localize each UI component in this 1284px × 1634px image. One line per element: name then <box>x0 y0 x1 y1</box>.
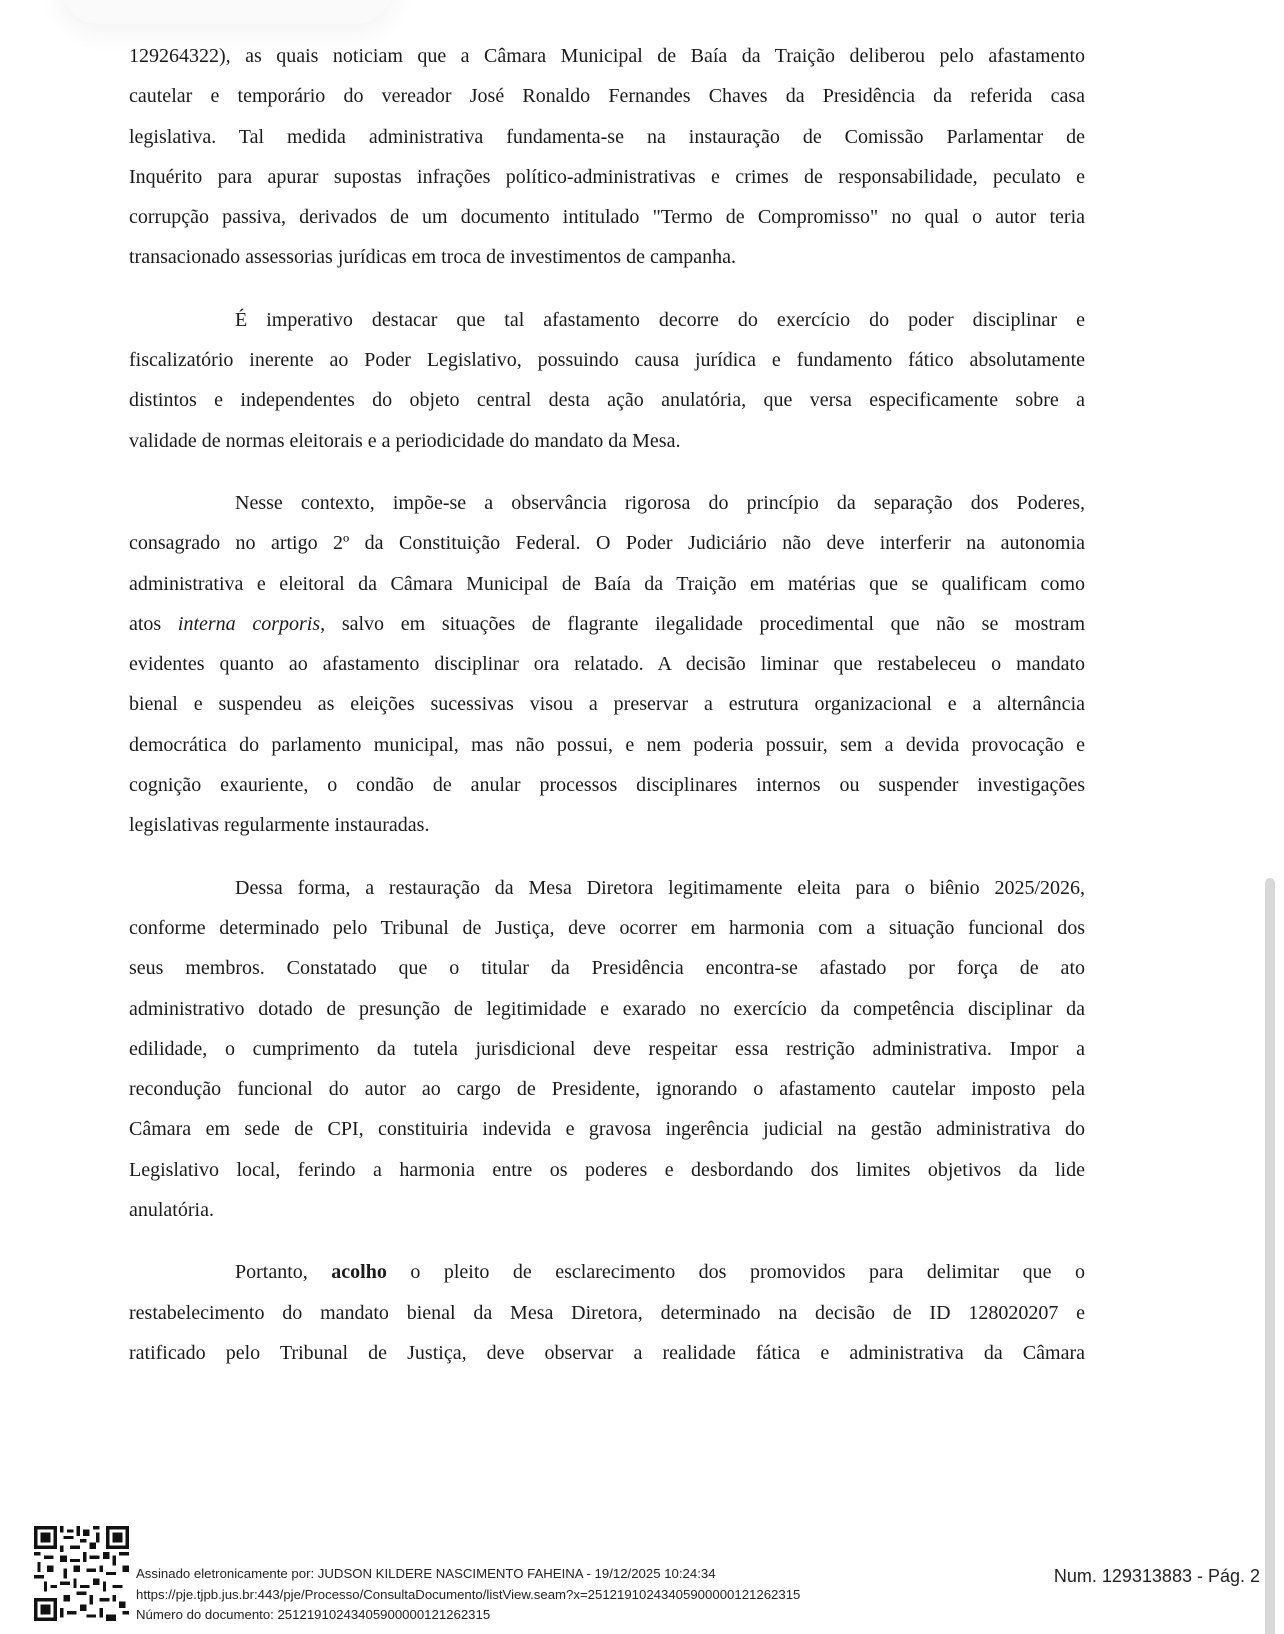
text-line: É imperativo destacar que tal afastamento decorre do exercício do poder disciplinar e <box>235 308 1085 331</box>
text-line: Nesse contexto, impõe-se a observância rigorosa do princípio da separação dos Poderes, <box>235 491 1085 514</box>
document-number: Número do documento: 25121910243405900000121262315 <box>136 1607 491 1622</box>
paragraph <box>129 36 1085 278</box>
text-line: recondução funcional do autor ao cargo de Presidente, ignorando o afastamento cautelar imposto pela <box>129 1078 1085 1101</box>
text-line: evidentes quanto ao afastamento disciplinar ora relatado. A decisão liminar que restabeleceu o mandato <box>129 653 1085 676</box>
text-line: fiscalizatório inerente ao Poder Legislativo, possuindo causa jurídica e fundamento fático absolutamente <box>129 349 1085 372</box>
scrollbar[interactable] <box>1265 878 1275 1634</box>
document-footer <box>34 1526 1264 1626</box>
signed-by-text: Assinado eletronicamente por: JUDSON KILDERE NASCIMENTO FAHEINA - 19/12/2025 10:24:34 <box>136 1566 716 1581</box>
signature-block <box>136 1564 800 1626</box>
text-line: transacionado assessorias jurídicas em troca de investimentos de campanha. <box>129 246 737 269</box>
text-line: Legislativo local, ferindo a harmonia entre os poderes e desbordando dos limites objetivos da lide <box>129 1158 1085 1181</box>
italic-term: interna corporis <box>177 612 321 635</box>
text-line: restabelecimento do mandato bienal da Mesa Diretora, determinado na decisão de ID 128020207 e <box>129 1301 1085 1324</box>
paragraph <box>129 1252 1085 1373</box>
text-line: distintos e independentes do objeto central desta ação anulatória, que versa especificamente sobre a <box>129 389 1085 412</box>
text-line: 129264322), as quais noticiam que a Câmara Municipal de Baía da Traição deliberou pelo afastamento <box>129 45 1085 67</box>
text-line: atos interna corporis, salvo em situações de flagrante ilegalidade procedimental que não se mostram <box>129 612 1086 635</box>
document-url[interactable]: https://pje.tjpb.jus.br:443/pje/Processo/ConsultaDocumento/listView.seam?x=25121910243405900000121262315 <box>136 1586 801 1602</box>
text-line: legislativas regularmente instauradas. <box>129 814 430 837</box>
text-line: corrupção passiva, derivados de um documento intitulado "Termo de Compromisso" no qual o autor teria <box>129 206 1085 229</box>
text-line: validade de normas eleitorais e a periodicidade do mandato da Mesa. <box>129 429 681 452</box>
text-line: anulatória. <box>129 1199 214 1222</box>
text-line: legislativa. Tal medida administrativa fundamenta-se na instauração de Comissão Parlamentar de <box>129 125 1085 148</box>
text-line: conforme determinado pelo Tribunal de Justiça, deve ocorrer em harmonia com a situação funcional dos <box>129 916 1085 939</box>
text-line: consagrado no artigo 2º da Constituição Federal. O Poder Judiciário não deve interferir na autonomia <box>129 532 1085 555</box>
paragraph <box>129 300 1085 461</box>
top-overlay-bubble <box>62 0 392 24</box>
text-line: Portanto, acolho o pleito de esclarecimento dos promovidos para delimitar que o <box>235 1261 1085 1284</box>
bold-term: acolho <box>331 1261 387 1284</box>
paragraph <box>129 483 1085 846</box>
document-page <box>129 36 1085 1395</box>
text-line: bienal e suspendeu as eleições sucessivas visou a preservar a estrutura organizacional e a alternância <box>129 693 1085 716</box>
paragraph <box>129 868 1085 1231</box>
text-line: administrativa e eleitoral da Câmara Municipal de Baía da Traição em matérias que se qualificam como <box>129 572 1085 595</box>
text-line: democrática do parlamento municipal, mas não possui, e nem poderia possuir, sem a devida provocação e <box>129 733 1085 756</box>
qr-code-icon <box>34 1526 129 1621</box>
text-line: Dessa forma, a restauração da Mesa Diretora legitimamente eleita para o biênio 2025/2026, <box>235 876 1085 899</box>
text-line: Inquérito para apurar supostas infrações político-administrativas e crimes de responsabilidade, peculato e <box>129 165 1085 188</box>
text-line: cognição exauriente, o condão de anular processos disciplinares internos ou suspender investigações <box>129 774 1085 797</box>
text-line: ratificado pelo Tribunal de Justiça, deve observar a realidade fática e administrativa da Câmara <box>129 1341 1085 1364</box>
text-line: edilidade, o cumprimento da tutela jurisdicional deve respeitar essa restrição administrativa. Impor a <box>129 1037 1085 1060</box>
text-line: cautelar e temporário do vereador José Ronaldo Fernandes Chaves da Presidência da referida casa <box>129 85 1085 108</box>
text-line: seus membros. Constatado que o titular da Presidência encontra-se afastado por força de ato <box>129 957 1085 980</box>
page-number-label: Num. 129313883 - Pág. 2 <box>1053 1566 1260 1586</box>
text-line: Câmara em sede de CPI, constituiria indevida e gravosa ingerência judicial na gestão administrativa do <box>129 1118 1085 1141</box>
text-line: administrativo dotado de presunção de legitimidade e exarado no exercício da competência disciplinar da <box>129 997 1085 1020</box>
